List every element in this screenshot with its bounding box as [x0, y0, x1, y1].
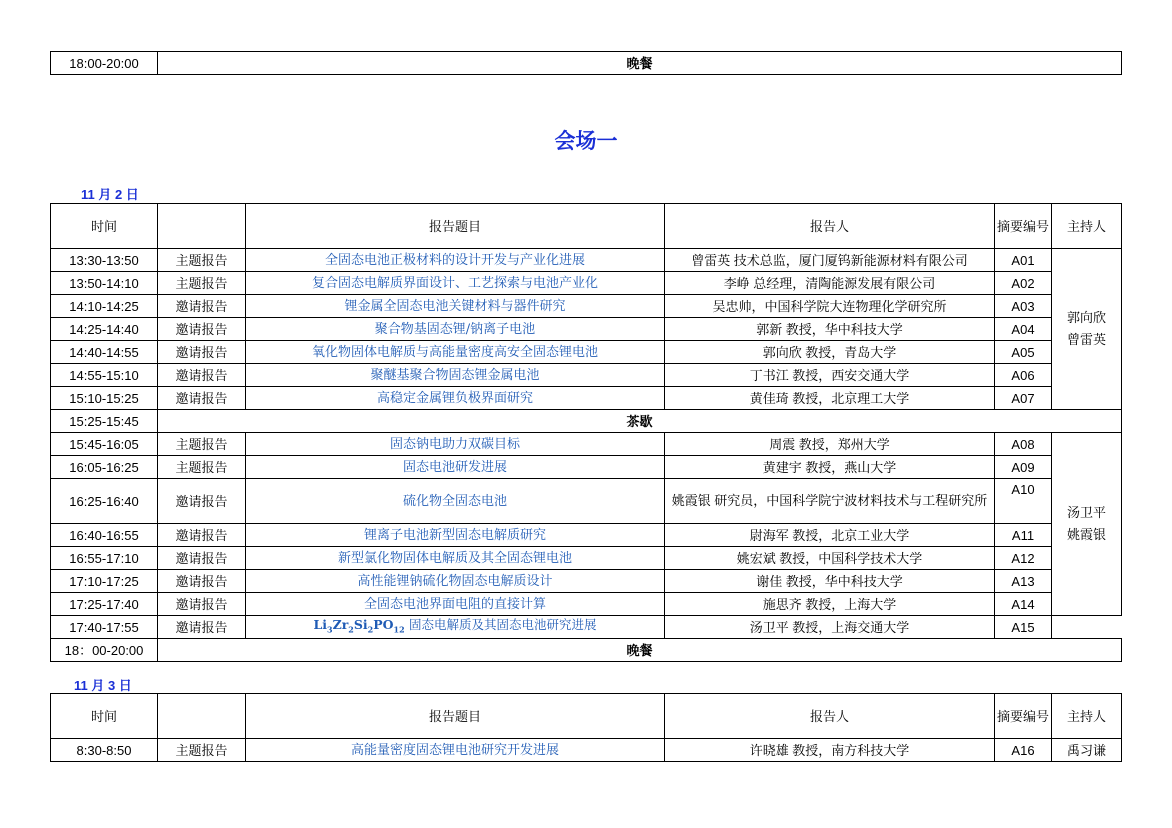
code-cell: A01: [995, 249, 1052, 272]
time-cell: 14:40-14:55: [51, 341, 158, 364]
table-row: [51, 547, 1122, 570]
top-dinner-table: [50, 51, 1122, 75]
code-cell: A07: [995, 387, 1052, 410]
topic-cell: 高稳定金属锂负极界面研究: [246, 387, 665, 410]
speaker-cell: 黄建宇 教授，燕山大学: [665, 456, 995, 479]
host-name: 曾雷英: [1066, 332, 1106, 347]
type-cell: 邀请报告: [158, 341, 246, 364]
dinner-label: 晚餐: [158, 639, 1122, 662]
time-cell: 16:55-17:10: [51, 547, 158, 570]
header-time: 时间: [51, 204, 158, 249]
table-row: [51, 616, 1122, 639]
break-row: [51, 410, 1122, 433]
type-cell: 邀请报告: [158, 547, 246, 570]
section-title: 会场一: [554, 130, 618, 153]
topic-cell: 高性能锂钠硫化物固态电解质设计: [246, 570, 665, 593]
header-host: 主持人: [1052, 694, 1122, 739]
code-cell: A08: [995, 433, 1052, 456]
table-header-row: [51, 204, 1122, 249]
header-time: 时间: [51, 694, 158, 739]
speaker-cell: 丁书江 教授，西安交通大学: [665, 364, 995, 387]
topic-cell: 锂金属全固态电池关键材料与器件研究: [246, 295, 665, 318]
topic-cell: 硫化物全固态电池: [246, 479, 665, 524]
table-row: [51, 249, 1122, 272]
table-row: [51, 456, 1122, 479]
time-cell: 8:30-8:50: [51, 739, 158, 762]
type-cell: 邀请报告: [158, 524, 246, 547]
table-row: [51, 593, 1122, 616]
speaker-cell: 周震 教授，郑州大学: [665, 433, 995, 456]
speaker-cell: 黄佳琦 教授，北京理工大学: [665, 387, 995, 410]
code-cell: A06: [995, 364, 1052, 387]
break-label: 茶歇: [158, 410, 1122, 433]
speaker-cell: 姚霞银 研究员，中国科学院宁波材料技术与工程研究所: [665, 479, 995, 524]
time-cell: 13:50-14:10: [51, 272, 158, 295]
time-cell: 14:10-14:25: [51, 295, 158, 318]
code-cell: A02: [995, 272, 1052, 295]
speaker-cell: 李峥 总经理，清陶能源发展有限公司: [665, 272, 995, 295]
day1-date: 11 月 2 日: [81, 187, 139, 202]
time-cell: 15:10-15:25: [51, 387, 158, 410]
header-speaker: 报告人: [665, 204, 995, 249]
host-name: 汤卫平: [1066, 505, 1106, 520]
table-header-row: [51, 694, 1122, 739]
type-cell: 主题报告: [158, 456, 246, 479]
code-cell: A15: [995, 616, 1052, 639]
topic-cell: 全固态电池界面电阻的直接计算: [246, 593, 665, 616]
time-cell: 15:25-15:45: [51, 410, 158, 433]
code-cell: A14: [995, 593, 1052, 616]
host-name: 姚霞银: [1066, 527, 1106, 542]
time-cell: 16:05-16:25: [51, 456, 158, 479]
day2-date: 11 月 3 日: [74, 678, 132, 693]
topic-cell: 锂离子电池新型固态电解质研究: [246, 524, 665, 547]
code-cell: A09: [995, 456, 1052, 479]
header-type: [158, 694, 246, 739]
header-type: [158, 204, 246, 249]
type-cell: 主题报告: [158, 249, 246, 272]
type-cell: 邀请报告: [158, 616, 246, 639]
topic-cell: 聚合物基固态锂/钠离子电池: [246, 318, 665, 341]
code-cell: A13: [995, 570, 1052, 593]
code-cell: A05: [995, 341, 1052, 364]
time-cell: 14:25-14:40: [51, 318, 158, 341]
code-cell: A16: [995, 739, 1052, 762]
table-row: [51, 364, 1122, 387]
table-row: [51, 387, 1122, 410]
host-name: 郭向欣: [1066, 310, 1106, 325]
dinner-row: [51, 639, 1122, 662]
code-cell: A11: [995, 524, 1052, 547]
time-cell: 16:25-16:40: [51, 479, 158, 524]
code-cell: A10: [995, 479, 1052, 524]
host-cell: [1052, 433, 1122, 616]
host-cell: [1052, 249, 1122, 410]
host-cell: 禹习谦: [1052, 739, 1122, 762]
header-topic: 报告题目: [246, 694, 665, 739]
speaker-cell: 施思齐 教授，上海大学: [665, 593, 995, 616]
time-cell: 13:30-13:50: [51, 249, 158, 272]
type-cell: 邀请报告: [158, 570, 246, 593]
header-topic: 报告题目: [246, 204, 665, 249]
day1-schedule-table: [50, 203, 1122, 662]
topic-cell: 氧化物固体电解质与高能量密度高安全固态锂电池: [246, 341, 665, 364]
type-cell: 邀请报告: [158, 387, 246, 410]
speaker-cell: 尉海军 教授，北京工业大学: [665, 524, 995, 547]
topic-cell: 全固态电池正极材料的设计开发与产业化进展: [246, 249, 665, 272]
table-row: [51, 318, 1122, 341]
table-row: [51, 295, 1122, 318]
header-host: 主持人: [1052, 204, 1122, 249]
type-cell: 邀请报告: [158, 593, 246, 616]
speaker-cell: 姚宏斌 教授，中国科学技术大学: [665, 547, 995, 570]
time-cell: 17:10-17:25: [51, 570, 158, 593]
table-row: [51, 739, 1122, 762]
header-code: 摘要编号: [995, 204, 1052, 249]
code-cell: A12: [995, 547, 1052, 570]
type-cell: 邀请报告: [158, 479, 246, 524]
type-cell: 邀请报告: [158, 318, 246, 341]
topic-cell: 聚醚基聚合物固态锂金属电池: [246, 364, 665, 387]
type-cell: 邀请报告: [158, 364, 246, 387]
table-row: [51, 433, 1122, 456]
speaker-cell: 郭新 教授，华中科技大学: [665, 318, 995, 341]
code-cell: A03: [995, 295, 1052, 318]
table-row: [51, 341, 1122, 364]
dinner-label: 晚餐: [158, 52, 1122, 75]
time-cell: 15:45-16:05: [51, 433, 158, 456]
time-cell: 18：00-20:00: [51, 639, 158, 662]
header-speaker: 报告人: [665, 694, 995, 739]
speaker-cell: 谢佳 教授，华中科技大学: [665, 570, 995, 593]
topic-suffix: 固态电解质及其固态电池研究进展: [409, 616, 597, 632]
topic-cell: $Li_3Zr_2Si_2PO_{12}$ 固态电解质及其固态电池研究进展: [246, 616, 665, 639]
time-cell: 14:55-15:10: [51, 364, 158, 387]
speaker-cell: 吴忠帅，中国科学院大连物理化学研究所: [665, 295, 995, 318]
topic-cell: 复合固态电解质界面设计、工艺探索与电池产业化: [246, 272, 665, 295]
time-cell: 16:40-16:55: [51, 524, 158, 547]
speaker-cell: 许晓雄 教授，南方科技大学: [665, 739, 995, 762]
speaker-cell: 曾雷英 技术总监，厦门厦钨新能源材料有限公司: [665, 249, 995, 272]
time-cell: 18:00-20:00: [51, 52, 158, 75]
topic-cell: 固态电池研发进展: [246, 456, 665, 479]
table-row: [51, 524, 1122, 547]
time-cell: 17:25-17:40: [51, 593, 158, 616]
topic-cell: 新型氯化物固体电解质及其全固态锂电池: [246, 547, 665, 570]
topic-cell: 高能量密度固态锂电池研究开发进展: [246, 739, 665, 762]
speaker-cell: 郭向欣 教授，青岛大学: [665, 341, 995, 364]
type-cell: 邀请报告: [158, 295, 246, 318]
day2-schedule-table: [50, 693, 1122, 762]
time-cell: 17:40-17:55: [51, 616, 158, 639]
table-row: [51, 570, 1122, 593]
type-cell: 主题报告: [158, 433, 246, 456]
header-code: 摘要编号: [995, 694, 1052, 739]
type-cell: 主题报告: [158, 739, 246, 762]
table-row: [51, 272, 1122, 295]
table-row: [51, 479, 1122, 524]
code-cell: A04: [995, 318, 1052, 341]
type-cell: 主题报告: [158, 272, 246, 295]
topic-cell: 固态钠电助力双碳目标: [246, 433, 665, 456]
speaker-cell: 汤卫平 教授，上海交通大学: [665, 616, 995, 639]
